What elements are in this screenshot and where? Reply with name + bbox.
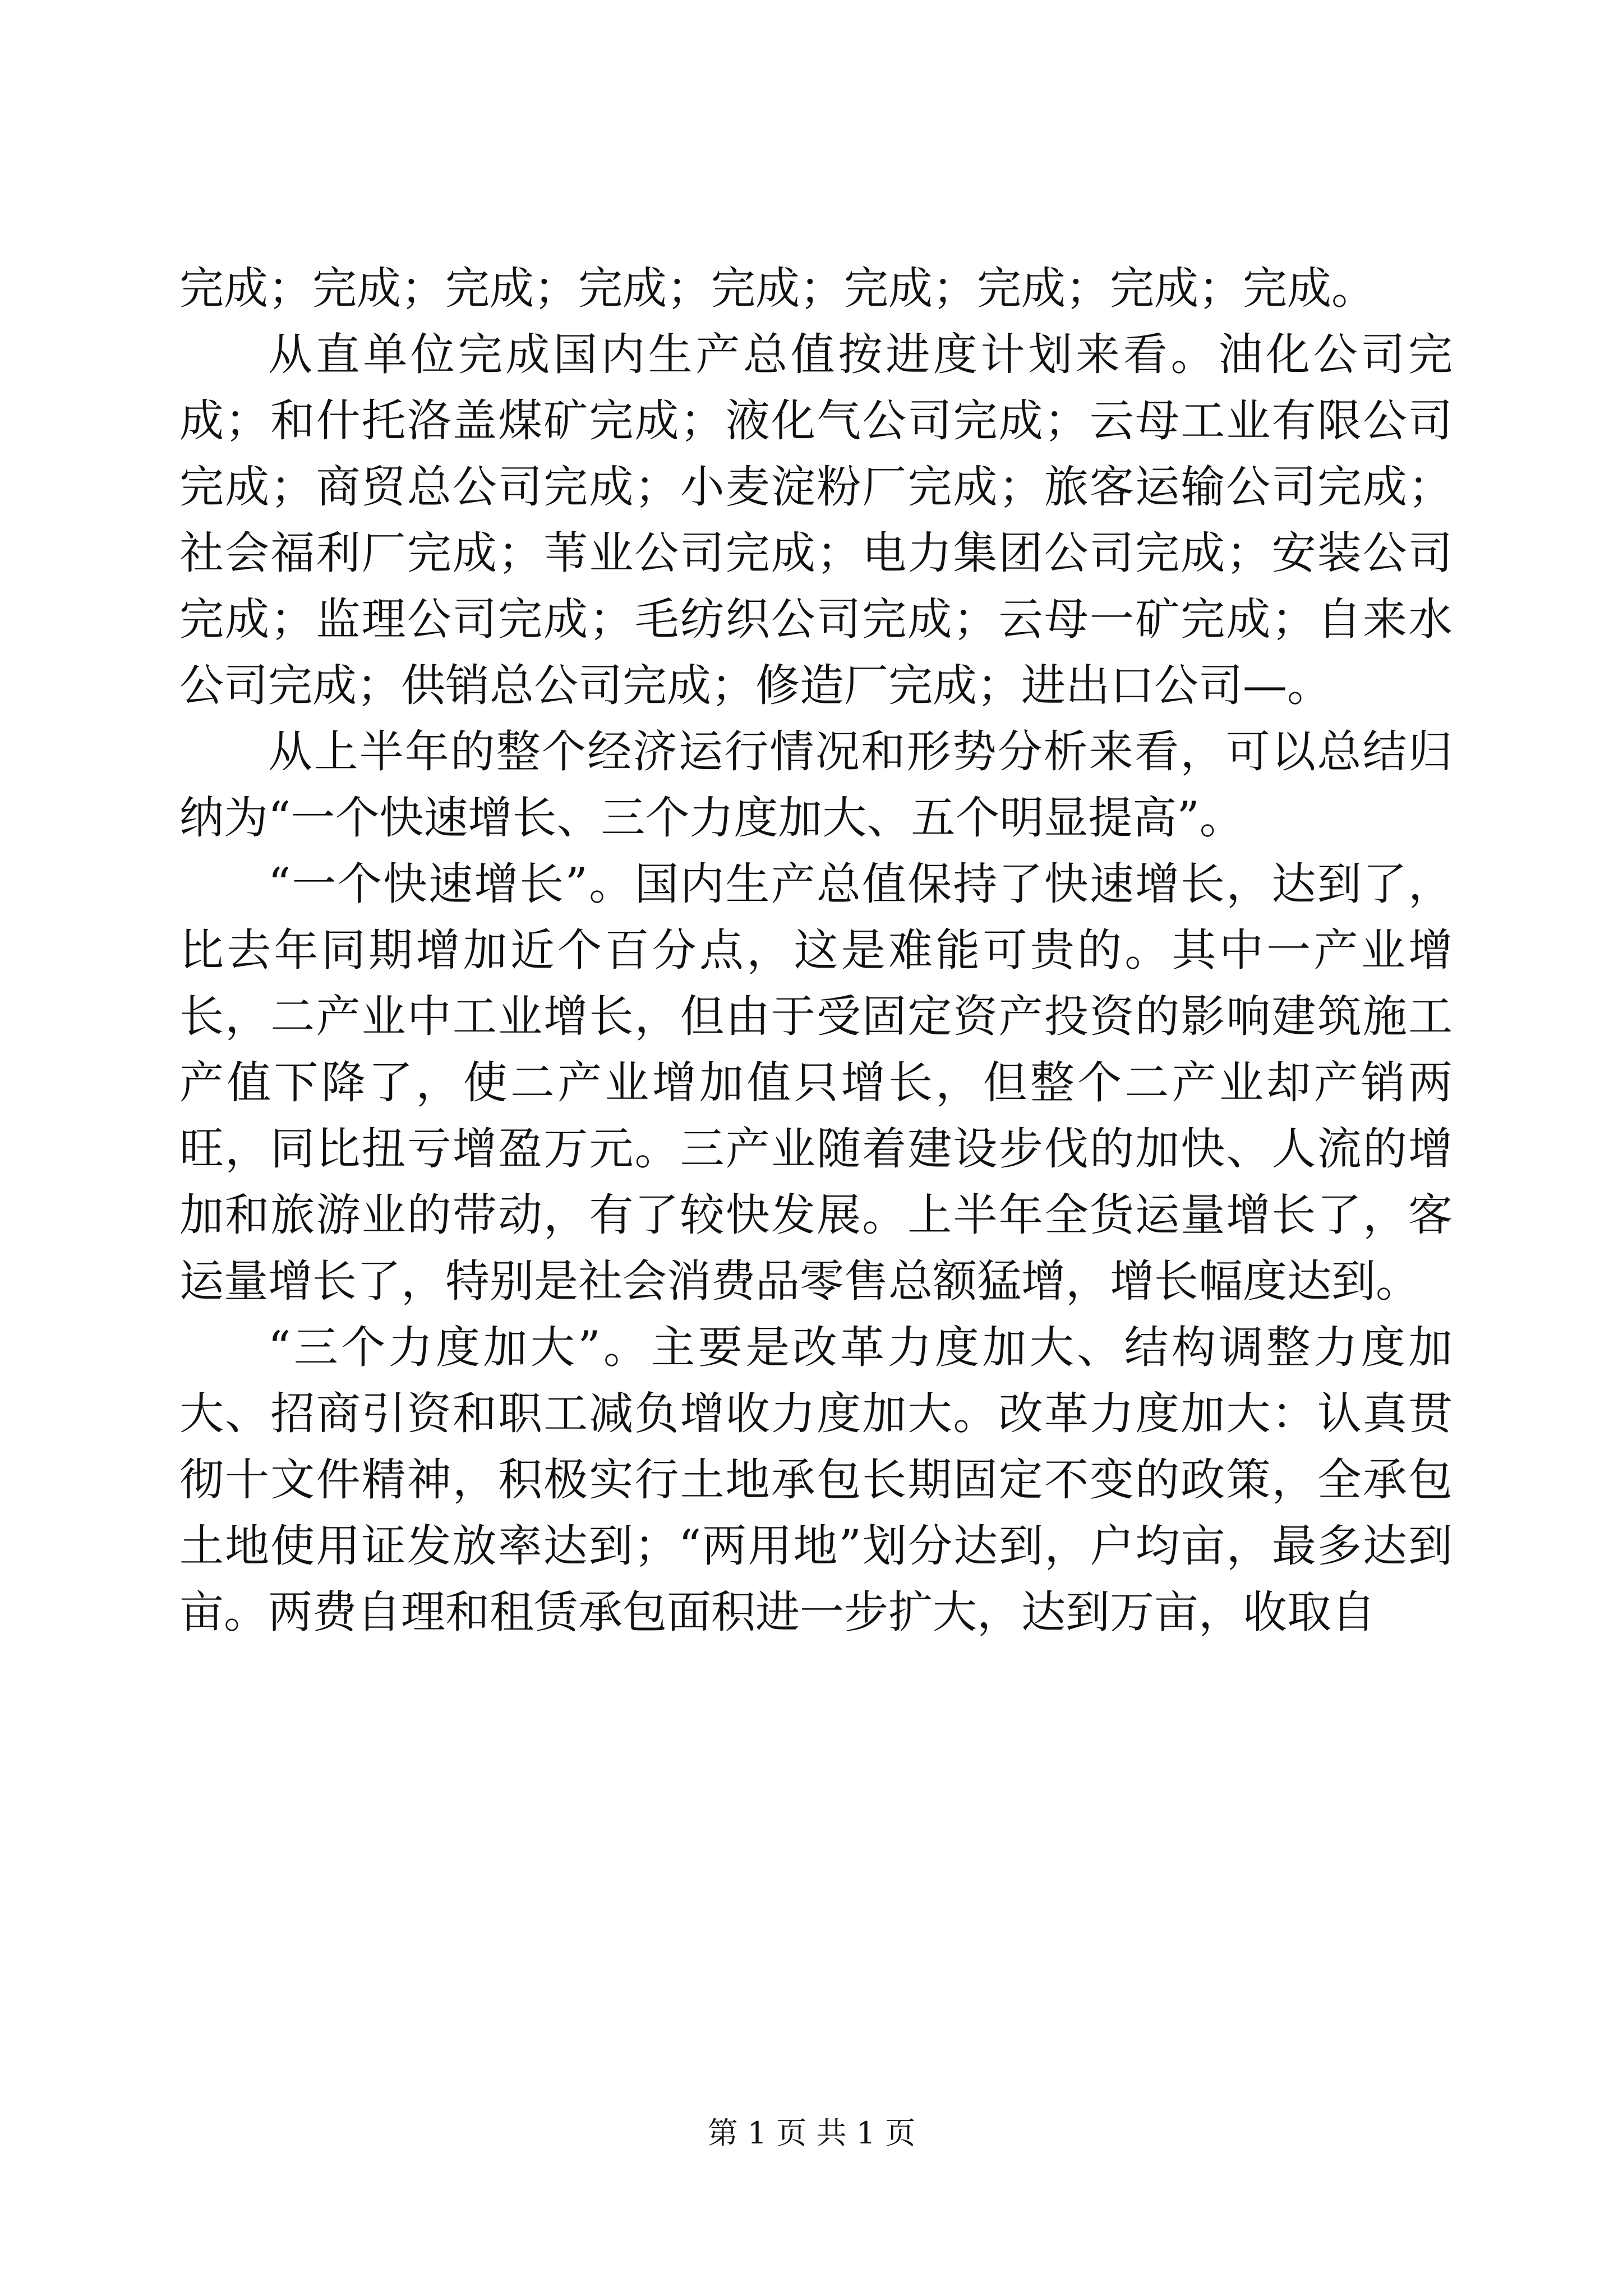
paragraph-2: 从直单位完成国内生产总值按进度计划来看。油化公司完成；和什托洛盖煤矿完成；液化气公司完成；云母工业有限公司完成；商贸总公司完成；小麦淀粉厂完成；旅客运输公司完成；社会福利厂完成；苇业公司完成；电力集团公司完成；安装公司完成；监理公司完成；毛纺织公司完成；云母一矿完成；自来水公司完成；供销总公司完成；修造厂完成；进出口公司—。	[179, 329, 1453, 711]
paragraph-1: 完成；完成；完成；完成；完成；完成；完成；完成；完成。	[179, 263, 1376, 314]
document-body	[179, 255, 1453, 1645]
paragraph-4: “一个快速增长”。国内生产总值保持了快速增长，达到了，比去年同期增加近个百分点，这是难能可贵的。其中一产业增长，二产业中工业增长，但由于受固定资产投资的影响建筑施工产值下降了，使二产业增加值只增长，但整个二产业却产销两旺，同比扭亏增盈万元。三产业随着建设步伐的加快、人流的增加和旅游业的带动，有了较快发展。上半年全货运量增长了，客运量增长了，特别是社会消费品零售总额猛增，增长幅度达到。	[179, 858, 1453, 1307]
paragraph-5: “三个力度加大”。主要是改革力度加大、结构调整力度加大、招商引资和职工减负增收力度加大。改革力度加大：认真贯彻十文件精神，积极实行土地承包长期固定不变的政策，全承包土地使用证发放率达到；“两用地”划分达到，户均亩，最多达到亩。两费自理和租赁承包面积进一步扩大，达到万亩，收取自	[179, 1322, 1453, 1638]
paragraph-3: 从上半年的整个经济运行情况和形势分析来看，可以总结归纳为“一个快速增长、三个力度加大、五个明显提高”。	[179, 726, 1453, 844]
page-footer: 第 1 页 共 1 页	[707, 2115, 916, 2151]
